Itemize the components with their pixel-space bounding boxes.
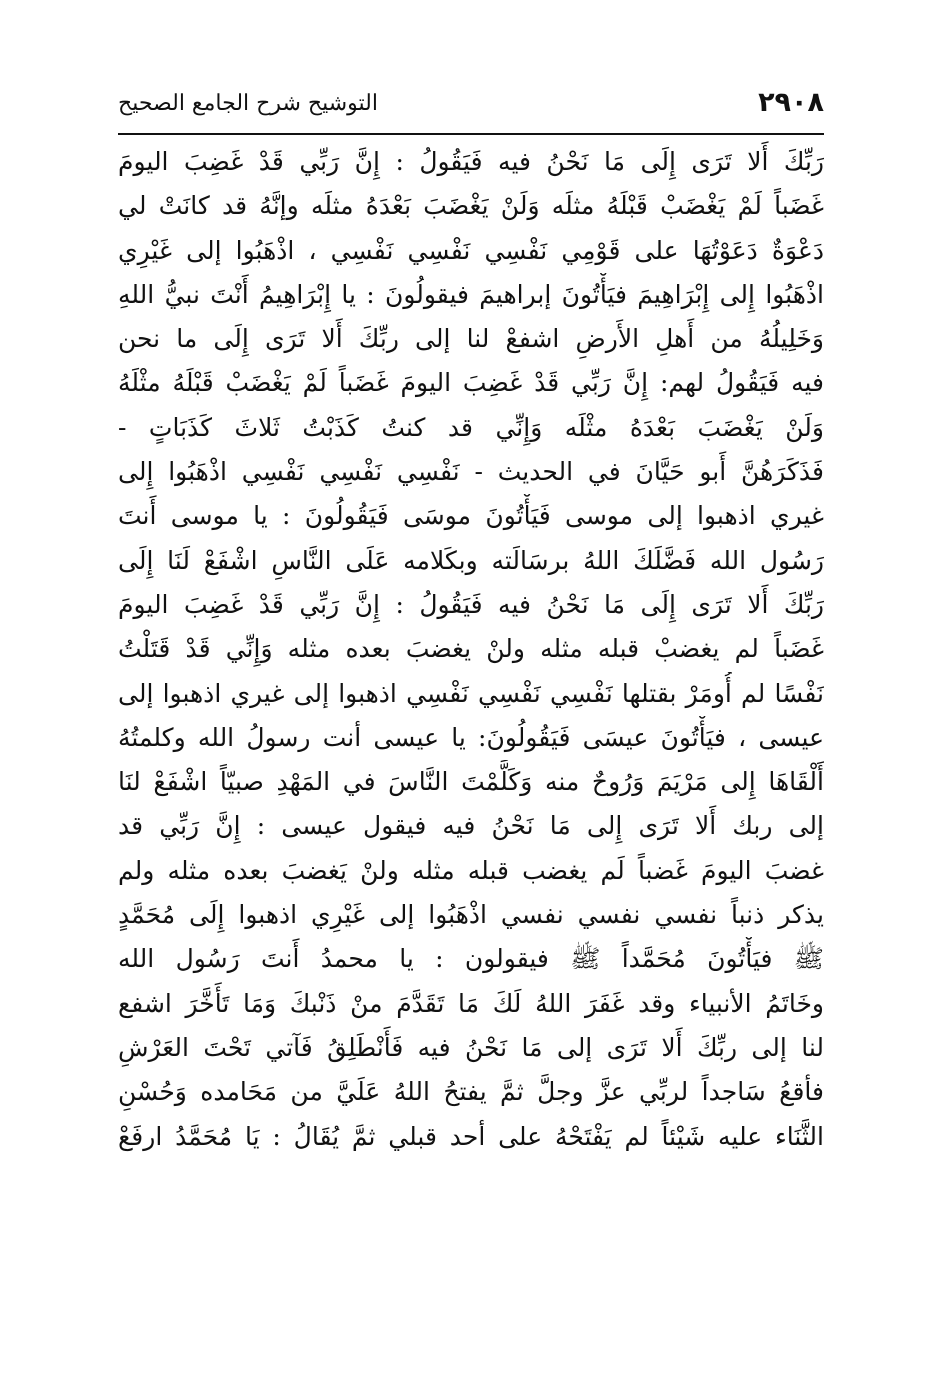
text-line-6: فيه فَيَقُولُ لهم: إِنَّ رَبِّي قَدْ غَضِبَ اليومَ غَضَباً لَمْ يَغْضَبْ قَبْلَهُ مثْلَهُ: [118, 368, 824, 398]
text-line-8: فَذَكَرَهُنَّ أَبو حَيَّانَ في الحديث - نَفْسِي نَفْسِي نَفْسِي اذْهَبُوا إِلى: [118, 457, 824, 487]
header-rule: [118, 133, 824, 135]
running-header: [118, 84, 824, 126]
text-line-12: غَضَباً لم يغضبْ قبله مثله ولنْ يغضبَ بعده مثله وَإِنِّي قَدْ قَتَلْتُ: [118, 634, 824, 664]
text-line-17: غضبَ اليومَ غَضباً لَم يغضب قبله مثله ولنْ يَغضبَ بعده مثله ولم: [118, 855, 824, 885]
text-line-18: يذكر ذنباً نفسي نفسي نفسي اذْهَبُوا إلى غَيْرِي اذهبوا إِلَى مُحَمَّدٍ: [118, 900, 824, 930]
text-line-3: دَعْوَةٌ دَعَوْتُهَا على قَوْمِي نَفْسِي نَفْسِي نَفْسِي ، اذْهَبُوا إلى غَيْرِي: [118, 235, 824, 265]
text-line-13: نَفْسًا لم أُومَرْ بقتلها نَفْسِي نَفْسِي نَفْسِي اذهبوا إلى غيري اذهبوا إلى: [118, 678, 824, 708]
text-line-10: رَسُول الله فَضَّلَكَ اللهُ برسَالَته وبكَلامه عَلَى النَّاسِ اشْفَعْ لَنَا إِلَى: [118, 545, 824, 575]
text-line-5: وَخَلِيلُهُ من أَهلِ الأَرضِ اشفعْ لنا إلى ربِّكَ أَلا تَرَى إِلَى ما نحن: [118, 324, 824, 354]
text-line-2: غَضَباً لَمْ يَغْضَبْ قَبْلَهُ مثلَه وَلَنْ يَغْضَبَ بَعْدَهُ مثلَه وإنَّهُ قد كانَتْ لي: [118, 191, 824, 221]
text-line-7: وَلَنْ يَغْضَبَ بَعْدَهُ مثْلَه وَإِنِّي قد كنتُ كَذَبْتُ ثَلاثَ كَذَبَاتٍ -: [118, 412, 824, 442]
text-line-9: غيري اذهبوا إلى موسى فَيَأْتُونَ موسَى فَيَقُولُونَ : يا موسى أَنتَ: [118, 501, 824, 531]
body-text: [118, 140, 824, 1159]
text-line-16: إلى ربك أَلا تَرَى إِلى مَا نَحْنُ فيه فيقول عيسى : إِنَّ رَبِّي قد: [118, 811, 824, 841]
text-line-21: لنا إلى ربِّكَ أَلا تَرَى إلى مَا نَحْنُ فيه فَأَنْطَلِقُ فَآتي تَحْتَ العَرْشِ: [118, 1032, 824, 1062]
text-line-1: رَبِّكَ أَلا تَرَى إِلَى مَا نَحْنُ فيه فَيَقُولُ : إِنَّ رَبِّي قَدْ غَضِبَ اليومَ: [118, 147, 824, 176]
text-line-23: الثَّنَاء عليه شَيْئاً لم يَفْتَحْهُ على أحد قبلي ثمَّ يُقَالُ : يَا مُحَمَّدُ ارفَعْ: [118, 1121, 824, 1151]
book-title: التوشيح شرح الجامع الصحيح: [118, 91, 378, 116]
text-line-20: وخَاتَمُ الأنبياء وقد غَفَرَ اللهُ لَكَ مَا تَقَدَّمَ منْ ذَنْبكَ وَمَا تَأَخَّرَ اشفع: [118, 988, 824, 1018]
text-line-4: اذْهَبُوا إِلى إِبْرَاهِيمَ فيَأْتُونَ إبراهيمَ فيقولُونَ : يا إِبْرَاهِيمُ أَنْتَ نبيُّ اللهِ: [118, 279, 824, 309]
text-line-14: عيسى ، فيَأْتُونَ عيسَى فَيَقُولُونَ: يا عيسى أنت رسولُ الله وكلمتُهُ: [118, 722, 824, 752]
text-line-19: ﷺ فيَأْتُونَ مُحَمَّداً ﷺ فيقولون : يا محمدُ أَنتَ رَسُول الله: [118, 944, 824, 974]
page-number: ٢٩٠٨: [758, 87, 824, 118]
text-line-22: فأقعُ سَاجداً لربِّي عزَّ وجلَّ ثمَّ يفتحُ اللهُ عَلَيَّ من مَحَامده وَحُسْنِ: [118, 1077, 824, 1107]
text-line-15: أَلْقَاهَا إِلى مَرْيَمَ وَرُوحٌ منه وَكَلَّمْتَ النَّاسَ في المَهْدِ صبيّاً اشْفَعْ لنَا: [118, 767, 824, 797]
text-line-11: رَبِّكَ أَلا تَرَى إِلَى مَا نَحْنُ فيه فَيَقُولُ : إِنَّ رَبِّي قَدْ غَضِبَ اليومَ: [118, 589, 824, 619]
